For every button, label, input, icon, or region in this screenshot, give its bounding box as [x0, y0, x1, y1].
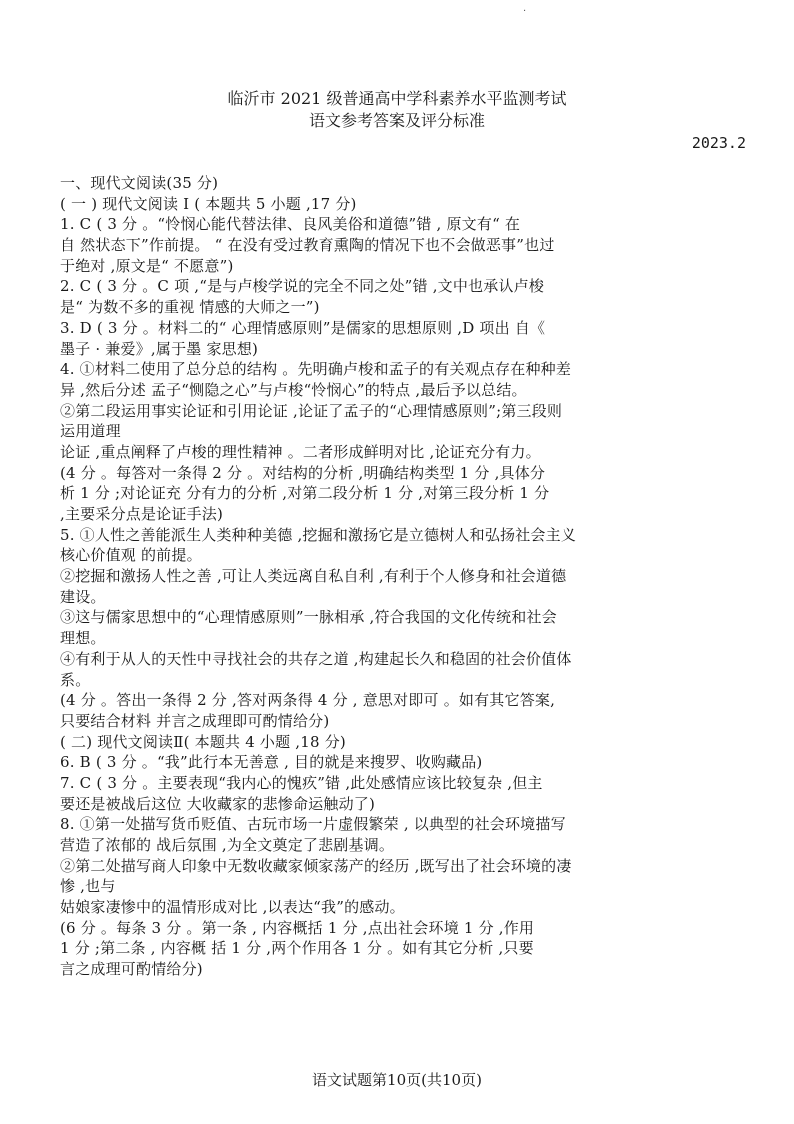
answer-5-line: ②挖掘和激扬人性之善 ,可让人类远离自私自利 ,有利于个人修身和社会道德	[60, 567, 567, 586]
answer-5-line: 系。	[60, 670, 91, 689]
answer-5-scoring-line: (4 分 。答出一条得 2 分 ,答对两条得 4 分 , 意思对即可 。如有其它答案,	[60, 691, 556, 710]
answer-5-line: 5. ①人性之善能派生人类种种美德 ,挖掘和激扬它是立德树人和弘扬社会主义	[60, 525, 577, 544]
answer-8-scoring-line: 1 分 ;第二条 , 内容概 括 1 分 ,两个作用各 1 分 。如有其它分析 ,只要	[60, 939, 534, 958]
answer-8-line: 营造了浓郁的 战后氛围 ,为全文奠定了悲剧基调。	[60, 836, 395, 854]
subsection-heading-reading-1: ( 一 ) 现代文阅读 I ( 本题共 5 小题 ,17 分)	[60, 194, 357, 213]
answer-4-line: 异 ,然后分述 孟子“恻隐之心”与卢梭“怜悯心”的特点 ,最后予以总结。	[60, 380, 527, 399]
answer-8-line: ②第二处描写商人印象中无数收藏家倾家荡产的经历 ,既写出了社会环境的凄	[60, 856, 572, 875]
answer-1-line: 自 然状态下”作前提。 “ 在没有受过教育熏陶的情况下也不会做恶事”也过	[60, 236, 555, 255]
top-dot-mark: ·	[523, 6, 527, 17]
exam-title: 临沂市 2021 级普通高中学科素养水平监测考试	[227, 89, 567, 108]
answer-1-line: 于绝对 ,原文是“ 不愿意”)	[60, 256, 234, 275]
answer-5-line: ④有利于从人的天性中寻找社会的共存之道 ,构建起长久和稳固的社会价值体	[60, 649, 572, 668]
answer-7-line: 要还是被战后这位 大收藏家的悲惨命运触动了)	[60, 794, 376, 813]
answer-6-line: 6. B ( 3 分 。“我”此行本无善意 , 目的就是来搜罗、收购藏品)	[60, 753, 483, 772]
answer-3-line: 墨子 · 兼爱》,属于墨 家思想)	[60, 339, 259, 358]
answer-5-line: 核心价值观 的前提。	[60, 546, 202, 565]
answer-3-line: 3. D ( 3 分 。材料二的“ 心理情感原则”是儒家的思想原则 ,D 项出 自《	[60, 318, 546, 337]
answer-8-scoring-line: 言之成理可酌情给分)	[60, 960, 203, 979]
answer-key-body	[60, 173, 750, 980]
answer-5-scoring-line: 只要结合材料 并言之成理即可酌情给分)	[60, 711, 330, 730]
answer-1-line: 1. C ( 3 分 。“怜悯心能代替法律、良风美俗和道德”错 , 原文有“ 在	[60, 215, 521, 234]
answer-8-line: 姑娘家凄惨中的温情形成对比 ,以表达“我”的感动。	[60, 898, 405, 917]
page-footer: 语文试题第10页(共10页)	[312, 1071, 482, 1089]
section-heading-modern-reading: 一、现代文阅读(35 分)	[60, 174, 219, 192]
answer-4-line: 论证 ,重点阐释了卢梭的理性精神 。二者形成鲜明对比 ,论证充分有力。	[60, 442, 541, 461]
answer-8-line: 8. ①第一处描写货币贬值、古玩市场一片虚假繁荣 , 以典型的社会环境描写	[60, 815, 566, 834]
answer-5-line: 理想。	[60, 629, 106, 648]
answer-4-line: 运用道理	[60, 422, 121, 441]
answer-7-line: 7. C ( 3 分 。主要表现“我内心的愧疚”错 ,此处感情应该比较复杂 ,但主	[60, 773, 543, 792]
answer-5-line: ③这与儒家思想中的“心理情感原则”一脉相承 ,符合我国的文化传统和社会	[60, 608, 557, 627]
answer-4-line: ②第二段运用事实论证和引用论证 ,论证了孟子的“心理情感原则”;第三段则	[60, 401, 563, 420]
answer-key-subtitle: 语文参考答案及评分标准	[308, 111, 485, 130]
answer-4-line: 4. ①材料二使用了总分总的结构 。先明确卢梭和孟子的有关观点存在种种差	[60, 360, 572, 379]
answer-5-line: 建设。	[60, 587, 106, 606]
answer-2-line: 是“ 为数不多的重视 情感的大师之一”)	[60, 298, 320, 317]
document-date: 2023.2	[691, 134, 746, 152]
answer-2-line: 2. C ( 3 分 。C 项 ,“是与卢梭学说的完全不同之处”错 ,文中也承认卢梭	[60, 277, 545, 296]
answer-4-scoring-line: (4 分 。每答对一条得 2 分 。对结构的分析 ,明确结构类型 1 分 ,具体分	[60, 463, 546, 482]
answer-8-scoring-line: (6 分 。每条 3 分 。第一条 , 内容概括 1 分 ,点出社会环境 1 分 ,作用	[60, 918, 535, 937]
answer-4-scoring-line: ,主要采分点是论证手法)	[60, 505, 224, 523]
subsection-heading-reading-2: ( 二) 现代文阅读Ⅱ( 本题共 4 小题 ,18 分)	[60, 732, 346, 751]
answer-8-line: 惨 ,也与	[60, 877, 116, 896]
answer-4-scoring-line: 析 1 分 ;对论证充 分有力的分析 ,对第二段分析 1 分 ,对第三段分析 1 分	[60, 484, 550, 503]
